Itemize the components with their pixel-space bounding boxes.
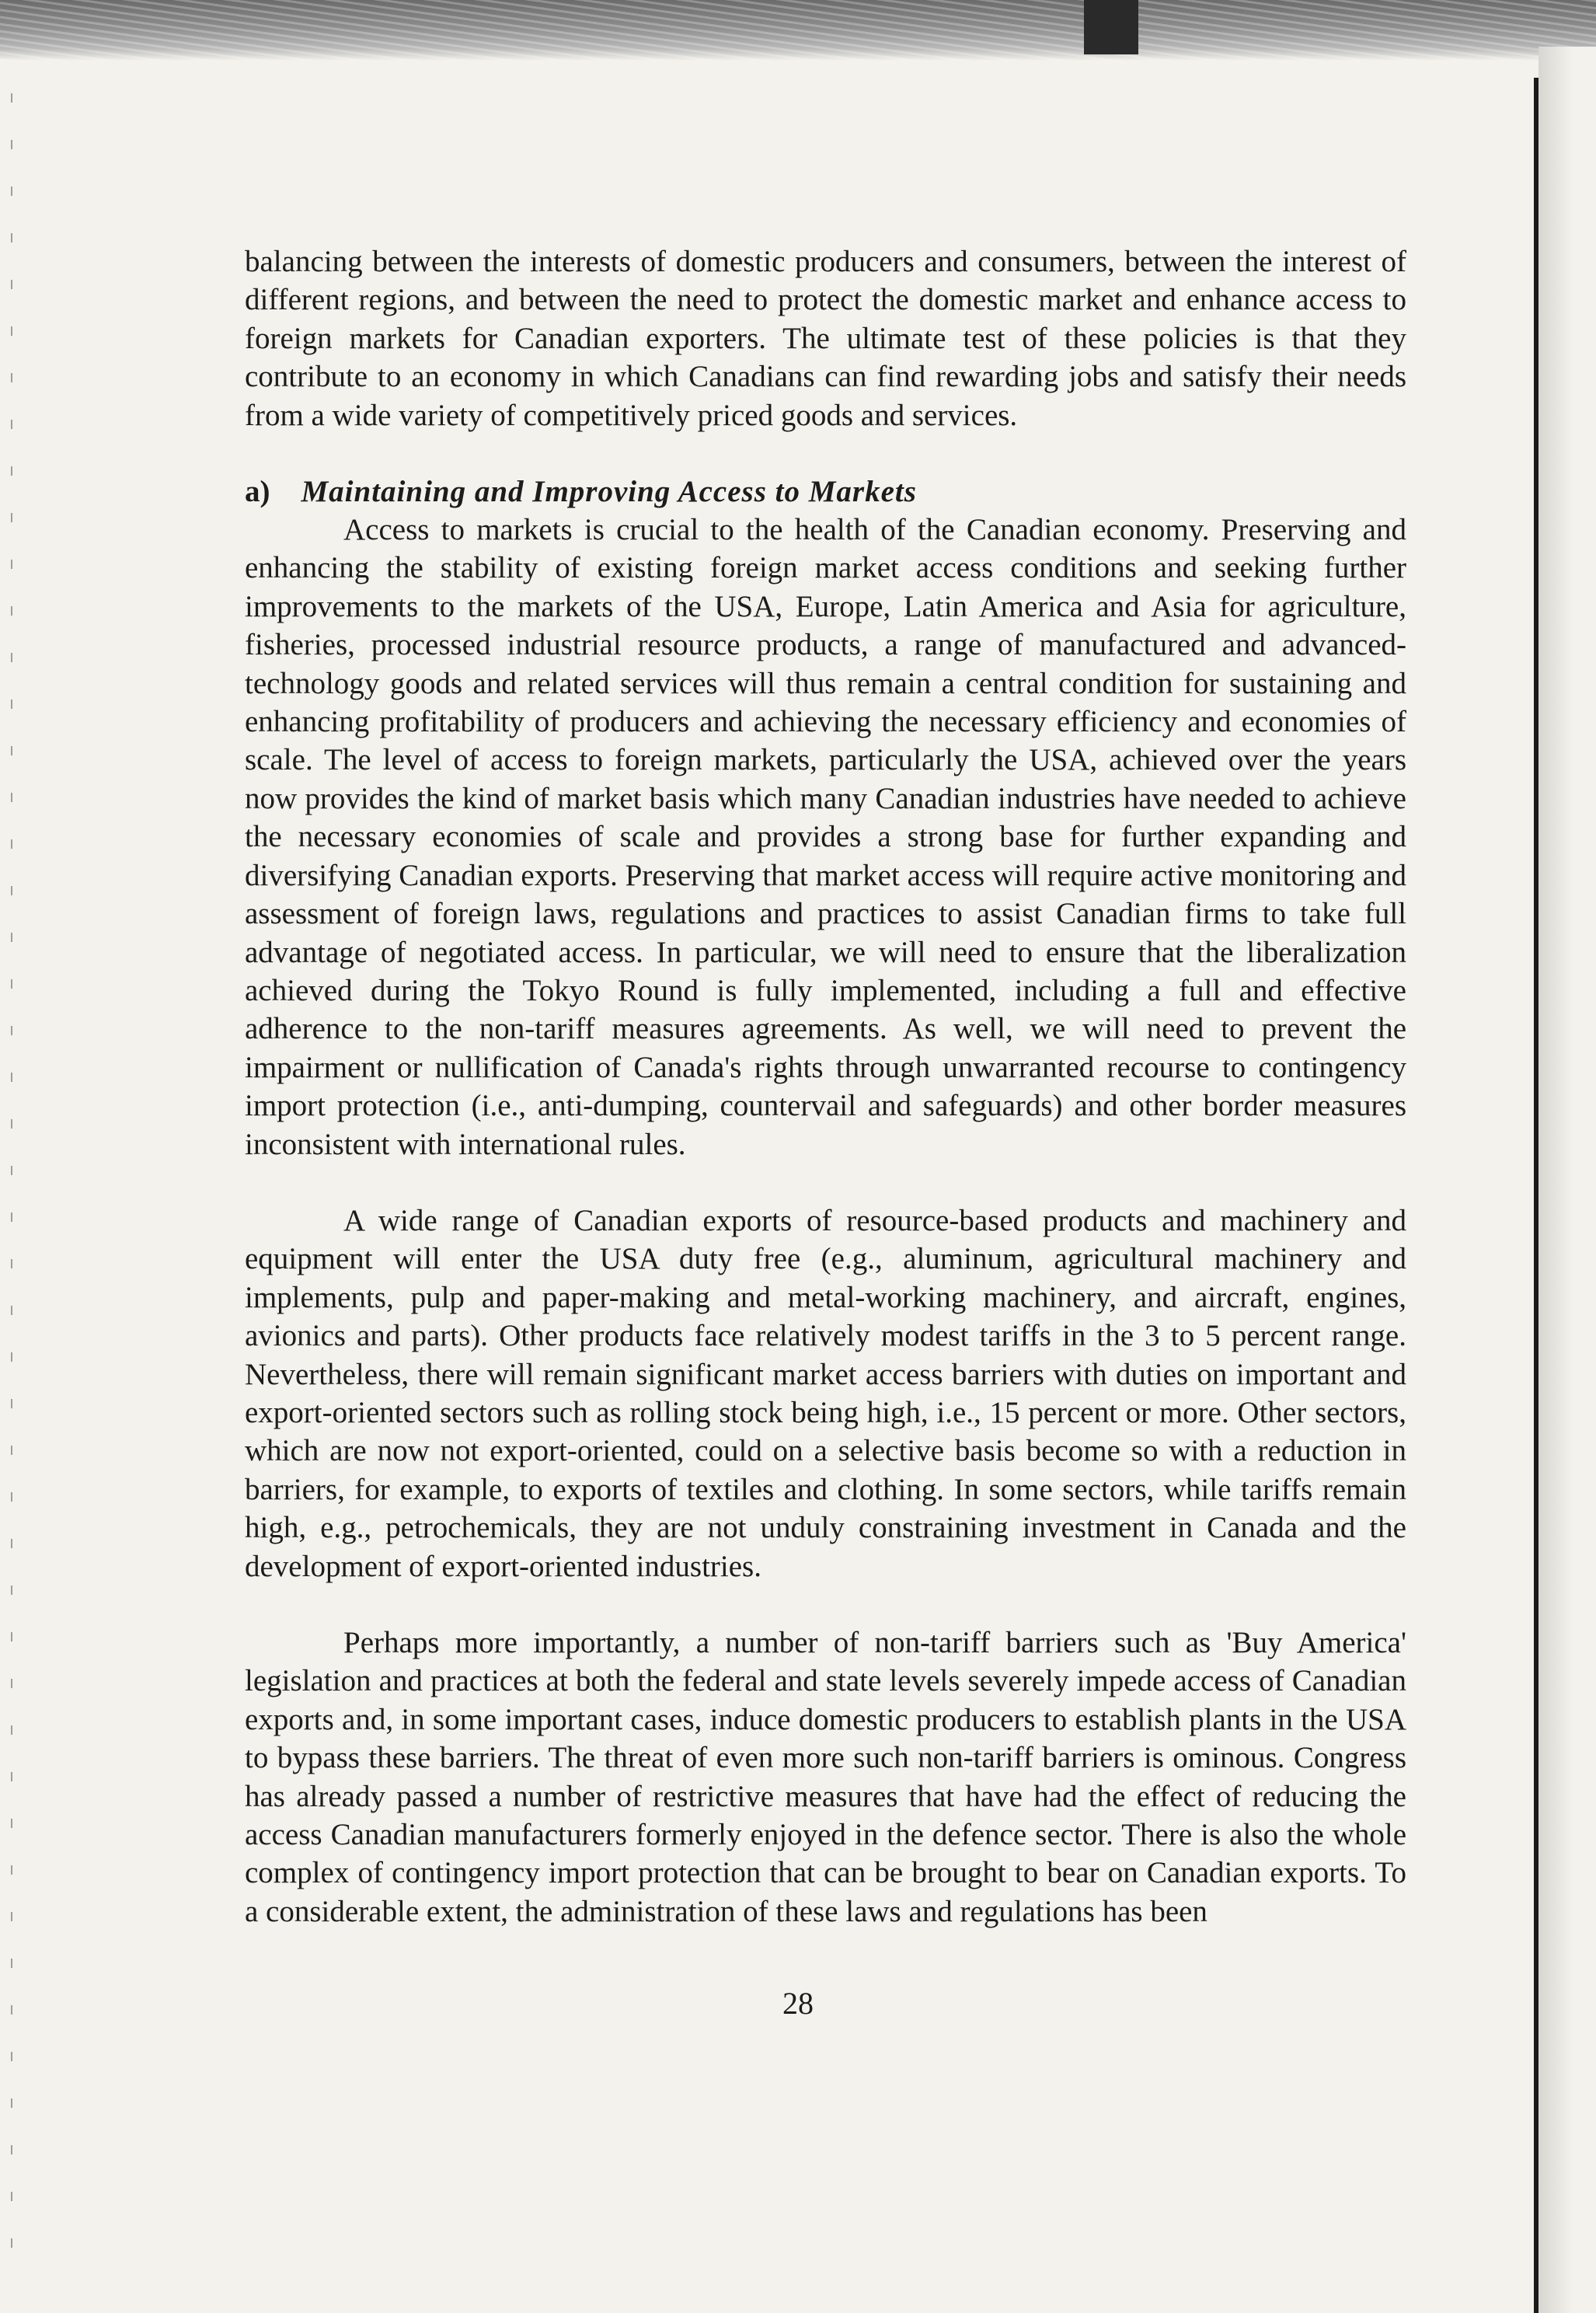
scan-binding-mark — [1084, 0, 1138, 54]
document-body — [245, 242, 1406, 1931]
paragraph-gap — [245, 1163, 1406, 1202]
body-paragraph: Access to markets is crucial to the health of the Canadian economy. Preserving and enhancing the stability of existing foreign market access conditions and seeking further improvements to the markets of the USA, Europe, Latin America and Asia for agriculture, fisheries, processed industrial resource products, a range of manufactured and advanced-technology goods and related services will thus remain a central condition for sustaining and enhancing profitability of producers and achieving the necessary efficiency and economies of scale. The level of access to foreign markets, particularly the USA, achieved over the years now provides the kind of market basis which many Canadian industries have needed to achieve the necessary economies of scale and provides a strong base for further expanding and diversifying Canadian exports. Preserving that market access will require active monitoring and assessment of foreign laws, regulations and practices to assist Canadian firms to take full advantage of negotiated access. In particular, we will need to ensure that the liberalization achieved during the Tokyo Round is fully implemented, including a full and effective adherence to the non-tariff measures agreements. As well, we will need to prevent the impairment or nullification of Canada's rights through unwarranted recourse to contingency import protection (i.e., anti-dumping, countervail and safeguards) and other border measures inconsistent with international rules. — [245, 513, 1406, 1161]
intro-paragraph: balancing between the interests of domestic producers and consumers, between the interest of different regions, and between the need to protect the domestic market and enhance access to foreign markets for Canadian exporters. The ultimate test of these policies is that they contribute to an economy in which Canadians can find rewarding jobs and satisfy their needs from a wide variety of competitively priced goods and services. — [245, 245, 1406, 432]
body-paragraph: A wide range of Canadian exports of resource-based products and machinery and equipment will enter the USA duty free (e.g., aluminum, agricultural machinery and implements, pulp and paper-making and metal-working machinery, and aircraft, engines, avionics and parts). Other products face relatively modest tariffs in the 3 to 5 percent range. Nevertheless, there will remain significant market access barriers with duties on important and export-oriented sectors such as rolling stock being high, i.e., 15 percent or more. Other sectors, which are now not export-oriented, could on a selective basis become so with a reduction in barriers, for example, to exports of textiles and clothing. In some sectors, while tariffs remain high, e.g., petrochemicals, they are not unduly constraining investment in Canada and the development of export-oriented industries. — [245, 1203, 1406, 1583]
paragraph-gap — [245, 434, 1406, 473]
body-paragraph: Perhaps more importantly, a number of non-tariff barriers such as 'Buy America' legislation and practices at both the federal and state levels severely impede access of Canadian exports and, in some important cases, induce domestic producers to establish plants in the USA to bypass these barriers. The threat of even more such non-tariff barriers is ominous. Congress has already passed a number of restrictive measures that have had the effect of reducing the access Canadian manufacturers formerly enjoyed in the defence sector. There is also the whole complex of contingency import protection that can be brought to bear on Canadian exports. To a considerable extent, the administration of these laws and regulations has been — [245, 1626, 1406, 1928]
section-number: a) — [245, 475, 270, 509]
page-number: 28 — [782, 1986, 814, 2021]
page-spine-edge — [1534, 78, 1539, 2313]
section-title: Maintaining and Improving Access to Markets — [301, 475, 917, 509]
page-left-edge — [11, 93, 12, 2269]
section-heading — [245, 473, 1406, 511]
paragraph-gap — [245, 1586, 1406, 1624]
scan-border-top — [0, 0, 1596, 61]
page-spine-shadow — [1539, 47, 1596, 2313]
